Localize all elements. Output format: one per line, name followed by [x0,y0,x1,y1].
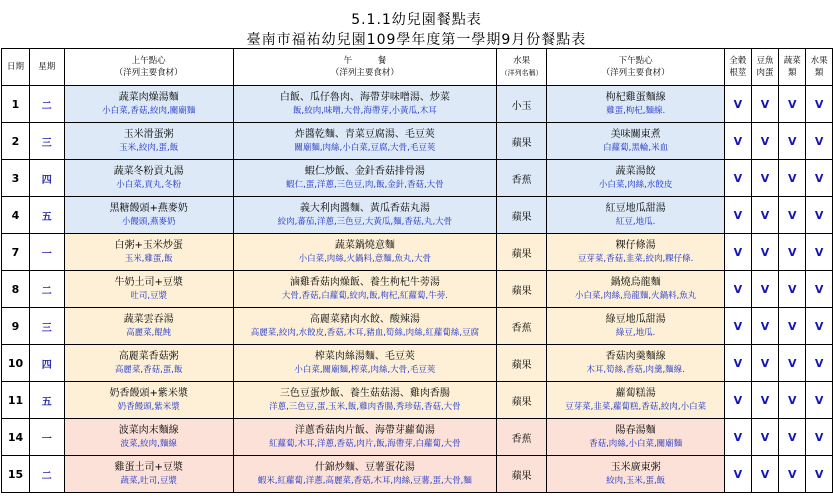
lunch-ingredients: 洋蔥,三色豆,蛋,玉米,飯,雞肉香腸,秀珍菇,香菇,大骨 [269,402,461,412]
check-mark: V [788,319,797,333]
check-mark: V [788,430,797,444]
date-cell [2,419,30,456]
protein-check-cell [751,160,779,197]
weekday-value: 二 [41,470,52,482]
fruit-cell [496,308,546,345]
date-value: 14 [7,430,24,444]
lunch-name: 義大利肉醬麵、黃瓜香菇丸湯 [299,203,430,214]
lunch-cell [233,345,496,382]
am-snack-cell [64,382,233,419]
pm-snack-cell [547,271,725,308]
date-cell [2,197,30,234]
grain-check-cell [724,197,751,234]
weekday-cell [29,456,64,493]
fruit-group-check-cell [806,345,833,382]
protein-check-cell [751,345,779,382]
check-mark: V [760,282,770,296]
pm-snack-ingredients: 豆芽菜,韭菜,蘿蔔糕,香菇,絞肉,小白菜 [565,402,707,412]
am-snack-name: 蔬菜雲吞湯 [123,314,174,325]
lunch-ingredients: 關廟麵,肉絲,小白菜,豆腐,大骨,毛豆莢 [294,143,436,153]
check-mark: V [788,208,797,222]
table-row [2,86,833,123]
weekday-value: 五 [41,211,52,223]
check-mark: V [814,430,824,444]
protein-check-cell [751,197,779,234]
vegetable-check-cell [779,456,806,493]
check-mark: V [814,319,824,333]
check-mark: V [733,282,743,296]
grain-check-cell [724,345,751,382]
header-protein: 豆魚肉蛋 [751,49,779,86]
date-cell [2,308,30,345]
protein-check-cell [751,308,779,345]
lunch-ingredients: 高麗菜,絞肉,水餃皮,香菇,木耳,豬血,筍絲,肉絲,紅蘿蔔絲,豆腐 [250,328,480,338]
date-cell [2,345,30,382]
lunch-cell [233,86,496,123]
weekday-cell [29,345,64,382]
fruit-cell [496,160,546,197]
date-value: 9 [11,319,20,333]
weekday-value: 一 [41,433,52,445]
am-snack-name: 玉米滑蛋粥 [123,129,174,140]
grain-check-cell [724,382,751,419]
date-value: 3 [11,171,20,185]
fruit-name: 蘋果 [511,470,532,482]
check-mark: V [760,430,770,444]
fruit-cell [496,382,546,419]
pm-snack-ingredients: 小白菜,肉絲,水餃皮 [598,180,673,190]
check-mark: V [814,467,824,481]
am-snack-cell [64,345,233,382]
am-snack-cell [64,456,233,493]
lunch-ingredients: 飯,絞肉,味噌,大骨,海帶芽,小黃瓜,木耳 [293,106,437,116]
fruit-cell [496,456,546,493]
pm-snack-cell [547,123,725,160]
weekday-value: 一 [41,248,52,260]
vegetable-check-cell [779,160,806,197]
check-mark: V [814,171,824,185]
check-mark: V [788,393,797,407]
am-snack-ingredients: 蔬菜,吐司,豆漿 [120,476,177,486]
table-row [2,271,833,308]
check-mark: V [733,393,743,407]
am-snack-cell [64,271,233,308]
fruit-group-check-cell [806,123,833,160]
fruit-group-check-cell [806,160,833,197]
lunch-name: 滷雞香菇肉燥飯、養生枸杞牛蒡湯 [289,277,440,288]
fruit-name: 蘋果 [511,285,532,297]
check-mark: V [733,245,743,259]
am-snack-name: 白粥+玉米炒蛋 [114,240,183,251]
vegetable-check-cell [779,419,806,456]
lunch-ingredients: 蝦米,紅蘿蔔,洋蔥,高麗菜,香菇,木耳,肉絲,豆薯,蛋,大骨,麵 [257,476,472,486]
pm-snack-ingredients: 紅豆,地瓜. [615,217,656,227]
date-value: 8 [11,282,20,296]
vegetable-check-cell [779,308,806,345]
protein-check-cell [751,86,779,123]
lunch-name: 高麗菜豬肉水餃、酸辣湯 [309,314,420,325]
check-mark: V [760,208,770,222]
table-row [2,419,833,456]
weekday-value: 二 [41,285,52,297]
pm-snack-name: 紅豆地瓜甜湯 [605,203,666,214]
check-mark: V [788,467,797,481]
pm-snack-ingredients: 白蘿蔔,黑輪,米血 [603,143,669,153]
date-cell [2,456,30,493]
pm-snack-name: 蘿蔔糕湯 [615,388,656,399]
pm-snack-cell [547,419,725,456]
grain-check-cell [724,234,751,271]
check-mark: V [733,134,743,148]
date-value: 1 [11,97,20,111]
am-snack-cell [64,419,233,456]
fruit-group-check-cell [806,419,833,456]
weekday-cell [29,160,64,197]
weekday-cell [29,271,64,308]
lunch-name: 白飯、瓜仔魯肉、海帶芽味噌湯、炒菜 [279,92,450,103]
am-snack-ingredients: 吐司,豆漿 [130,291,168,301]
fruit-cell [496,234,546,271]
fruit-cell [496,271,546,308]
fruit-group-check-cell [806,382,833,419]
protein-check-cell [751,271,779,308]
am-snack-cell [64,160,233,197]
check-mark: V [760,97,770,111]
lunch-name: 洋蔥香菇肉片飯、海帶芽蘿蔔湯 [294,425,435,436]
grain-check-cell [724,271,751,308]
menu-table [1,48,833,493]
check-mark: V [760,134,770,148]
weekday-cell [29,197,64,234]
am-snack-ingredients: 小白菜,貢丸,冬粉 [116,180,182,190]
check-mark: V [733,430,743,444]
fruit-cell [496,419,546,456]
am-snack-name: 牛奶土司+豆漿 [114,277,183,288]
am-snack-ingredients: 玉米,雞蛋,飯 [124,254,173,264]
header-pm-snack: 下午點心 （洋列主要食材） [547,49,725,86]
table-row [2,382,833,419]
header-am-snack: 上午點心 （洋列主要食材） [64,49,233,86]
fruit-group-check-cell [806,234,833,271]
fruit-group-check-cell [806,197,833,234]
check-mark: V [760,467,770,481]
am-snack-ingredients: 小白菜,香菇,絞肉,關廟麵 [102,106,196,116]
weekday-value: 四 [41,174,52,186]
check-mark: V [788,97,797,111]
pm-snack-cell [547,197,725,234]
check-mark: V [788,356,797,370]
vegetable-check-cell [779,382,806,419]
pm-snack-cell [547,345,725,382]
fruit-cell [496,86,546,123]
pm-snack-name: 蔬菜湯餃 [615,166,656,177]
lunch-ingredients: 小白菜,關廟麵,榨菜,肉絲,大骨,毛豆莢 [294,365,436,375]
fruit-name: 蘋果 [511,137,532,149]
protein-check-cell [751,456,779,493]
fruit-name: 香蕉 [511,174,532,186]
weekday-value: 三 [41,137,52,149]
am-snack-ingredients: 玉米,絞肉,蛋,飯 [119,143,179,153]
am-snack-name: 高麗菜香菇粥 [118,351,179,362]
pm-snack-ingredients: 絞肉,玉米,蛋,飯 [606,476,666,486]
lunch-name: 蝦仁炒飯、金針香菇排骨湯 [304,166,425,177]
weekday-cell [29,234,64,271]
check-mark: V [788,245,797,259]
protein-check-cell [751,234,779,271]
check-mark: V [733,208,743,222]
pm-snack-cell [547,382,725,419]
vegetable-check-cell [779,123,806,160]
am-snack-name: 黑糖饅頭+燕麥奶 [109,203,188,214]
pm-snack-cell [547,456,725,493]
lunch-cell [233,419,496,456]
header-fruit-group: 水果類 [806,49,833,86]
date-cell [2,234,30,271]
check-mark: V [760,319,770,333]
grain-check-cell [724,123,751,160]
vegetable-check-cell [779,234,806,271]
pm-snack-ingredients: 木耳,筍絲,香菇,肉羹,麵線. [586,365,685,375]
pm-snack-name: 綠豆地瓜甜湯 [605,314,666,325]
protein-check-cell [751,419,779,456]
lunch-cell [233,456,496,493]
lunch-cell [233,382,496,419]
pm-snack-cell [547,234,725,271]
pm-snack-ingredients: 雞蛋,枸杞,麵線. [606,106,666,116]
weekday-cell [29,308,64,345]
header-vegetable: 蔬菜類 [779,49,806,86]
check-mark: V [788,171,797,185]
check-mark: V [733,97,743,111]
vegetable-check-cell [779,345,806,382]
lunch-ingredients: 紅蘿蔔,木耳,洋蔥,香菇,肉片,飯,海帶芽,白蘿蔔,大骨 [269,439,461,449]
weekday-value: 五 [41,396,52,408]
am-snack-ingredients: 波菜,絞肉,麵線 [120,439,177,449]
weekday-value: 三 [41,322,52,334]
lunch-ingredients: 絞肉,蕃茄,洋蔥,三色豆,大黃瓜,麵,香菇,丸,大骨 [277,217,453,227]
check-mark: V [733,171,743,185]
vegetable-check-cell [779,197,806,234]
date-cell [2,271,30,308]
lunch-ingredients: 蝦仁,蛋,洋蔥,三色豆,肉,飯,金針,香菇,大骨 [286,180,444,190]
pm-snack-cell [547,86,725,123]
header-lunch: 午 餐 （洋列主要食材） [233,49,496,86]
fruit-cell [496,345,546,382]
header-date: 日期 [2,49,30,86]
pm-snack-name: 粿仔條湯 [615,240,656,251]
lunch-name: 炸醬乾麵、青菜豆腐湯、毛豆莢 [294,129,435,140]
pm-snack-name: 陽春湯麵 [615,425,656,436]
am-snack-name: 蔬菜冬粉貢丸湯 [113,166,184,177]
vegetable-check-cell [779,86,806,123]
fruit-group-check-cell [806,86,833,123]
am-snack-name: 奶香饅頭+紫米漿 [109,388,188,399]
check-mark: V [814,282,824,296]
am-snack-cell [64,234,233,271]
page-title: 5.1.1幼兒園餐點表 [351,12,482,28]
check-mark: V [733,356,743,370]
weekday-cell [29,123,64,160]
check-mark: V [760,393,770,407]
date-cell [2,123,30,160]
am-snack-cell [64,86,233,123]
am-snack-cell [64,308,233,345]
fruit-name: 香蕉 [511,433,532,445]
lunch-name: 三色豆蛋炒飯、養生菇菇湯、雞肉香腸 [279,388,450,399]
am-snack-ingredients: 高麗菜,香菇,蛋,飯 [114,365,183,375]
check-mark: V [814,208,824,222]
header-weekday: 星期 [29,49,64,86]
weekday-cell [29,86,64,123]
lunch-ingredients: 大骨,香菇,白蘿蔔,絞肉,飯,枸杞,紅蘿蔔,牛蒡. [281,291,448,301]
table-row [2,123,833,160]
am-snack-ingredients: 小饅頭,燕麥奶 [121,217,176,227]
check-mark: V [760,171,770,185]
fruit-group-check-cell [806,271,833,308]
am-snack-name: 蔬菜肉燥湯麵 [118,92,179,103]
date-value: 15 [7,467,24,481]
check-mark: V [788,282,797,296]
fruit-name: 蘋果 [511,396,532,408]
lunch-name: 榨菜肉絲湯麵、毛豆莢 [314,351,415,362]
header-fruit: 水果 （洋列名稱） [496,49,546,86]
pm-snack-name: 玉米廣東粥 [610,462,661,473]
fruit-cell [496,123,546,160]
am-snack-cell [64,123,233,160]
am-snack-name: 波菜肉末麵線 [118,425,179,436]
lunch-cell [233,308,496,345]
check-mark: V [760,245,770,259]
vegetable-check-cell [779,271,806,308]
lunch-name: 蔬菜鍋燒意麵 [334,240,395,251]
grain-check-cell [724,86,751,123]
check-mark: V [814,245,824,259]
date-cell [2,160,30,197]
grain-check-cell [724,419,751,456]
fruit-cell [496,197,546,234]
header-grain: 全穀根莖 [724,49,751,86]
page-subtitle: 臺南市福祐幼兒園109學年度第一學期9月份餐點表 [246,32,587,48]
check-mark: V [814,134,824,148]
date-value: 11 [7,393,24,407]
pm-snack-ingredients: 小白菜,肉絲,烏龍麵,火鍋料,魚丸 [574,291,697,301]
grain-check-cell [724,456,751,493]
header-row [2,49,833,86]
pm-snack-cell [547,308,725,345]
am-snack-name: 雞蛋土司+豆漿 [114,462,183,473]
table-row [2,160,833,197]
date-value: 2 [11,134,20,148]
pm-snack-ingredients: 豆芽菜,香菇,韭菜,絞肉,粿仔條. [577,254,694,264]
pm-snack-name: 枸杞雞蛋麵線 [605,92,666,103]
table-row [2,308,833,345]
check-mark: V [814,356,824,370]
am-snack-ingredients: 高麗菜,餛飩 [126,328,172,338]
check-mark: V [814,393,824,407]
pm-snack-ingredients: 綠豆,地瓜. [615,328,656,338]
lunch-name: 什錦炒麵、豆薯蛋花湯 [314,462,415,473]
date-value: 4 [11,208,20,222]
table-row [2,456,833,493]
lunch-cell [233,197,496,234]
lunch-cell [233,123,496,160]
date-value: 7 [11,245,20,259]
fruit-name: 蘋果 [511,359,532,371]
check-mark: V [814,97,824,111]
fruit-name: 蘋果 [511,211,532,223]
check-mark: V [760,356,770,370]
pm-snack-cell [547,160,725,197]
fruit-name: 小玉 [511,100,532,112]
fruit-name: 蘋果 [511,248,532,260]
table-row [2,345,833,382]
lunch-cell [233,271,496,308]
table-row [2,197,833,234]
grain-check-cell [724,160,751,197]
protein-check-cell [751,123,779,160]
lunch-cell [233,160,496,197]
table-row [2,234,833,271]
fruit-group-check-cell [806,456,833,493]
fruit-name: 香蕉 [511,322,532,334]
am-snack-cell [64,197,233,234]
pm-snack-ingredients: 香菇,肉絲,小白菜,關廟麵 [589,439,683,449]
lunch-cell [233,234,496,271]
weekday-cell [29,382,64,419]
pm-snack-name: 香菇肉羹麵線 [605,351,666,362]
check-mark: V [788,134,797,148]
weekday-cell [29,419,64,456]
protein-check-cell [751,382,779,419]
grain-check-cell [724,308,751,345]
date-cell [2,382,30,419]
am-snack-ingredients: 奶香饅頭,紫米漿 [117,402,180,412]
fruit-group-check-cell [806,308,833,345]
check-mark: V [733,319,743,333]
weekday-value: 二 [41,100,52,112]
pm-snack-name: 鍋燒烏龍麵 [610,277,661,288]
check-mark: V [733,467,743,481]
pm-snack-name: 美味關東煮 [610,129,661,140]
weekday-value: 四 [41,359,52,371]
lunch-ingredients: 小白菜,肉絲,火鍋料,意麵,魚丸,大骨 [298,254,432,264]
date-cell [2,86,30,123]
date-value: 10 [7,356,24,370]
